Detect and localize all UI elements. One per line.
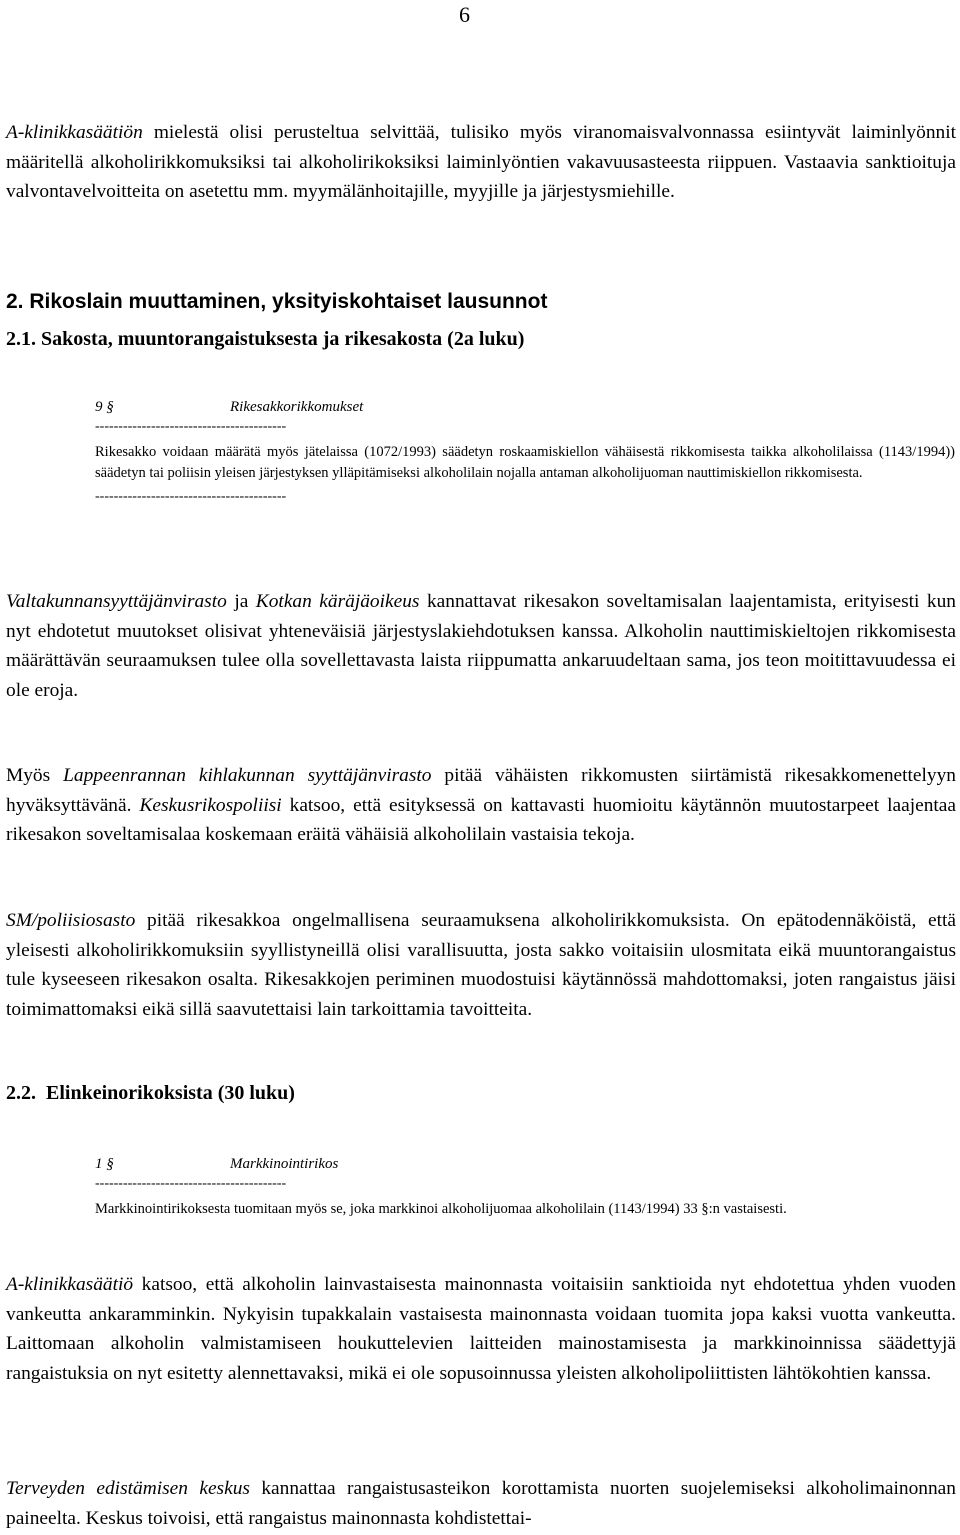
- law-section-number: 1 §: [95, 1156, 114, 1172]
- org-name: Terveyden edistämisen keskus: [6, 1478, 250, 1499]
- org-name: Valtakunnansyyttäjänvirasto: [6, 591, 227, 612]
- intro-paragraph: [6, 118, 956, 207]
- org-name: Keskusrikospoliisi: [139, 794, 282, 816]
- paragraph-text: katsoo, että alkoholin lainvastaisesta mainonnasta voitaisiin sanktioida nyt ehdotettua yhden vuoden vankeutta ankaramminkin. Nykyisin tupakkalain vastaisesta mainonnasta voidaan tuomita jopa kaksi vuotta vankeutta. Laittomaan alkoholin valmistamiseen houkuttelevien laitteiden mainostamisesta ja markkinoinnissa säädettyjä rangaistuksia on nyt esitetty alennettavaksi, mikä ei ole sopusoinnussa yleisten alkoholipoliittisten lähtökohtien kanssa.: [6, 1274, 956, 1384]
- paragraph-text: ja: [226, 591, 256, 612]
- paragraph-text: katsoo, että esityksessä on kattavasti huomioitu käytännön muutostarpeet laajentaa rikesakon soveltamisalaa koskemaan eräitä vähäisiä alkoholilain vastaisia tekoja.: [6, 794, 957, 846]
- law-section-title: Rikesakkorikkomukset: [230, 399, 364, 415]
- paragraph-1: [6, 587, 956, 705]
- org-name: A-klinikkasäätiön: [6, 122, 143, 143]
- paragraph-4: [6, 1270, 956, 1388]
- law-section-title: Markkinointirikos: [230, 1156, 339, 1172]
- law-text: Markkinointirikoksesta tuomitaan myös se, joka markkinoi alkoholijuomaa alkoholilain (1143/1994) 33 §:n vastaisesti.: [95, 1200, 787, 1217]
- law-excerpt-1: [95, 397, 955, 505]
- law-section-line: [95, 1154, 955, 1176]
- paragraph-text: Myös: [6, 765, 64, 786]
- paragraph-text: kannattaa rangaistusasteikon korottamista nuorten suojelemiseksi alkoholimainonnan paineelta. Keskus toivoisi, että rangaistus mainonnasta kohdistettai-: [6, 1478, 956, 1529]
- org-name: SM/poliisiosasto: [6, 910, 136, 931]
- law-text: Rikesakko voidaan määrätä myös jätelaissa (1072/1993) säädetyn roskaamiskiellon vähäisestä rikkomisesta taikka alkoholilaissa (1143/1994)) säädetyn tai poliisin yleisen järjestyksen ylläpitämiseksi alkoholilain nojalla antaman alkoholijuoman nauttimiskiellon rikkomisesta.: [95, 443, 955, 481]
- section-heading-2: 2. Rikoslain muuttaminen, yksityiskohtaiset lausunnot: [6, 290, 548, 313]
- section-heading-2-2: [6, 1082, 295, 1105]
- law-section-line: [95, 397, 955, 419]
- page-number: 6: [459, 2, 470, 27]
- org-name: Kotkan käräjäoikeus: [255, 591, 420, 612]
- paragraph-5: [6, 1474, 956, 1533]
- org-name: A-klinikkasäätiö: [6, 1274, 134, 1295]
- paragraph-text: pitää rikesakkoa ongelmallisena seuraamuksena alkoholirikkomuksista. On epätodennäköistä, että yleisesti alkoholirikkomuksiin syyllistyneillä olisi varallisuutta, josta sakko voitaisiin ulosmitata eikä muuntorangaistus tule kyseeseen rikesakon osalta. Rikesakkojen periminen muodostuisi käytännössä mahdottomaksi, joten rangaistus jäisi toimimattomaksi eikä sillä saavutettaisi lain tarkoittamia tavoitteita.: [6, 910, 956, 1020]
- paragraph-3: [6, 906, 956, 1024]
- law-separator-bottom: -----------------------------------------: [95, 488, 287, 504]
- paragraph-2: [6, 761, 956, 850]
- paragraph-text: mielestä olisi perusteltua selvittää, tulisiko myös viranomaisvalvonnassa esiintyvät laiminlyönnit määritellä alkoholirikkomuksiksi tai alkoholirikoksiksi laiminlyöntien vakavuusasteesta riippuen. Vastaavia sanktioituja valvontavelvoitteita on asetettu mm. myymälänhoitajille, myyjille ja järjestysmiehille.: [6, 122, 956, 203]
- section-heading-2-1: 2.1. Sakosta, muuntorangaistuksesta ja rikesakosta (2a luku): [6, 328, 525, 350]
- law-section-number: 9 §: [95, 399, 114, 415]
- heading-text: 2.2. Elinkeinorikoksista (30 luku): [6, 1082, 295, 1104]
- law-separator-top: -----------------------------------------: [95, 1175, 287, 1191]
- law-excerpt-2: [95, 1154, 955, 1220]
- paragraph-text: pitää vähäisten rikkomusten siirtämistä rikesakkomenettelyyn hyväksyttävänä.: [6, 765, 956, 816]
- law-separator-top: -----------------------------------------: [95, 418, 287, 434]
- org-name: Lappeenrannan kihlakunnan syyttäjänvirasto: [63, 765, 432, 786]
- paragraph-text: kannattavat rikesakon soveltamisalan laajentamista, erityisesti kun nyt ehdotetut muutokset olisivat yhteneväisiä järjestyslakiehdotuksen kanssa. Alkoholin nauttimiskieltojen rikkomisesta määrättävän seuraamuksen tulee olla sovellettavasta laista riippumatta ankaruudeltaan sama, jos teon moitittavuudessa ei ole eroja.: [6, 591, 956, 701]
